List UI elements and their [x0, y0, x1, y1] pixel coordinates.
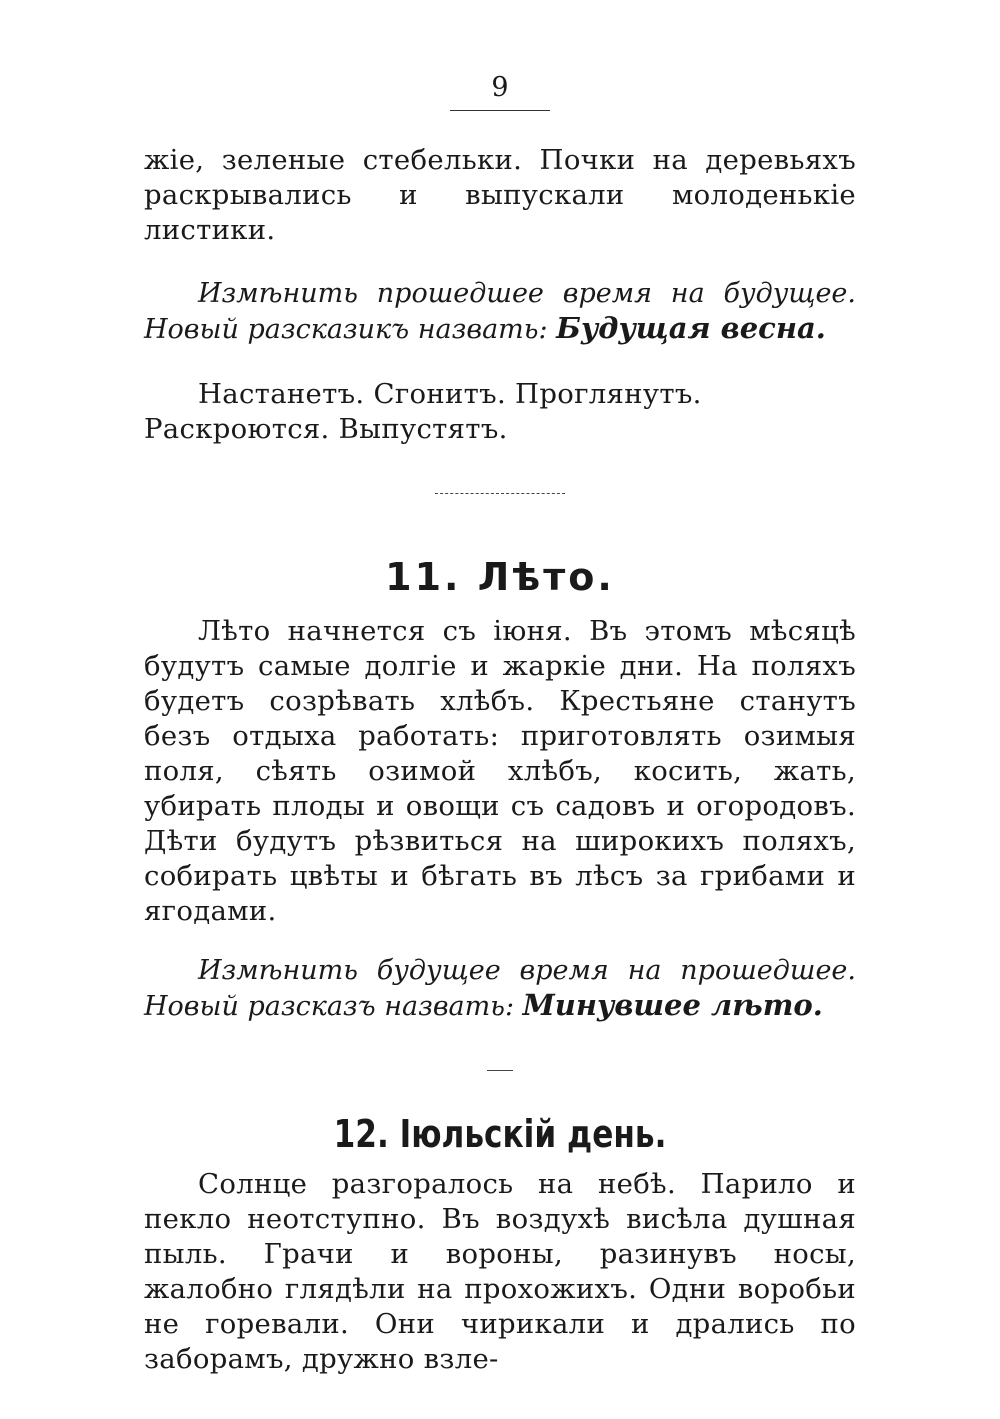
- continuation-paragraph: жіе, зеленые стебельки. Почки на деревьяхъ раскрывались и выпускали молоденькіе листики.: [144, 144, 856, 246]
- section-12-title: 12. Іюльскій день.: [333, 1112, 667, 1156]
- section-11-task-text: Измѣнить будущее время на прошедшее. Новый разсказъ назвать:: [144, 955, 856, 1022]
- section-11-paragraph: Лѣто начнется съ іюня. Въ этомъ мѣсяцѣ будутъ самые долгіе и жаркіе дни. На поляхъ будетъ созрѣвать хлѣбъ. Крестьяне станутъ безъ отдыха работать: приготовлять озимыя поля, сѣять озимой хлѣбъ, косить, жать, убирать плоды и овощи съ садовъ и огородовъ. Дѣти будутъ рѣзвиться на широкихъ поляхъ, собирать цвѣты и бѣгать въ лѣсъ за грибами и ягодами.: [144, 615, 856, 927]
- section-11-title: 11. Лѣто.: [385, 555, 615, 599]
- page-number-rule: [450, 110, 550, 111]
- exercise-10-new-title: Будущая весна.: [556, 311, 826, 345]
- section-11-new-title: Минувшее лѣто.: [522, 988, 823, 1022]
- section-12-paragraph: Солнце разгоралось на небѣ. Парило и пекло неотступно. Въ воздухѣ висѣла душная пыль. Грачи и вороны, разинувъ носы, жалобно глядѣли на прохожихъ. Одни воробьи не горевали. Они чирикали и дрались по заборамъ, дружно взле-: [144, 1168, 856, 1375]
- exercise-10-task-text: Измѣнить прошедшее время на будущее. Новый разсказикъ назвать:: [144, 278, 856, 345]
- exercise-10-answers: Настанетъ. Сгонитъ. Проглянутъ. Раскроются. Выпустятъ.: [144, 378, 702, 445]
- book-page: [144, 70, 856, 1377]
- section-11-task: [144, 953, 856, 1024]
- exercise-10-task: [144, 276, 856, 347]
- page-number: 9: [491, 72, 509, 103]
